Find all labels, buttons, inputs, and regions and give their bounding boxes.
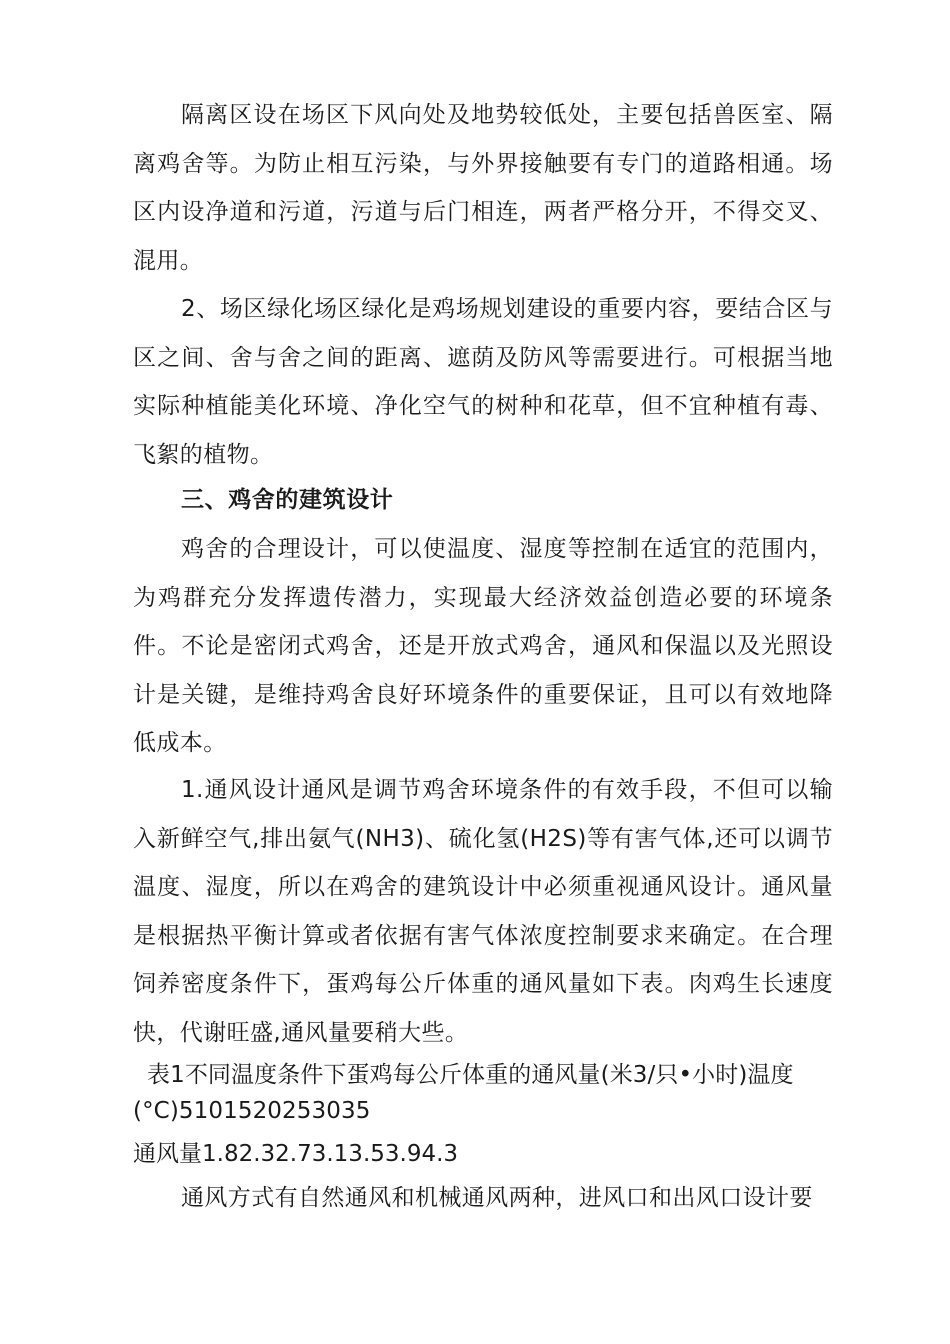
paragraph-house-design: 鸡舍的合理设计，可以使温度、湿度等控制在适宜的范围内，为鸡群充分发挥遗传潜力，实现最大经济效益创造必要的环境条件。不论是密闭式鸡舍，还是开放式鸡舍，通风和保温以及光照设计是关键，是维持鸡舍良好环境条件的重要保证，且可以有效地降低成本。 [133, 536, 833, 756]
paragraph-greening: 2、场区绿化场区绿化是鸡场规划建设的重要内容，要结合区与区之间、舍与舍之间的距离、遮荫及防风等需要进行。可根据当地实际种植能美化环境、净化空气的树种和花草，但不宜种植有毒、飞絮的植物。 [133, 296, 833, 468]
table-row-ventilation: 通风量1.82.32.73.13.53.94.3 [133, 1141, 459, 1167]
paragraph-isolation-zone: 隔离区设在场区下风向处及地势较低处，主要包括兽医室、隔离鸡舍等。为防止相互污染，与外界接触要有专门的道路相通。场区内设净道和污道，污道与后门相连，两者严格分开，不得交叉、混用。 [133, 102, 833, 274]
paragraph-ventilation: 1.通风设计通风是调节鸡舍环境条件的有效手段，不但可以输入新鲜空气,排出氨气(NH3)、硫化氢(H2S)等有害气体,还可以调节温度、湿度，所以在鸡舍的建筑设计中必须重视通风设计。通风量是根据热平衡计算或者依据有害气体浓度控制要求来确定。在合理饲养密度条件下，蛋鸡每公斤体重的通风量如下表。肉鸡生长速度快，代谢旺盛,通风量要稍大些。 [133, 777, 833, 1046]
section-heading: 三、鸡舍的建筑设计 [181, 487, 394, 513]
table-caption-text: 表1不同温度条件下蛋鸡每公斤体重的通风量(米3/只•小时)温度(°C)5101520253035 [133, 1062, 794, 1124]
paragraph-ventilation-methods: 通风方式有自然通风和机械通风两种，进风口和出风口设计要 [181, 1185, 813, 1211]
table-caption [133, 1057, 843, 1129]
